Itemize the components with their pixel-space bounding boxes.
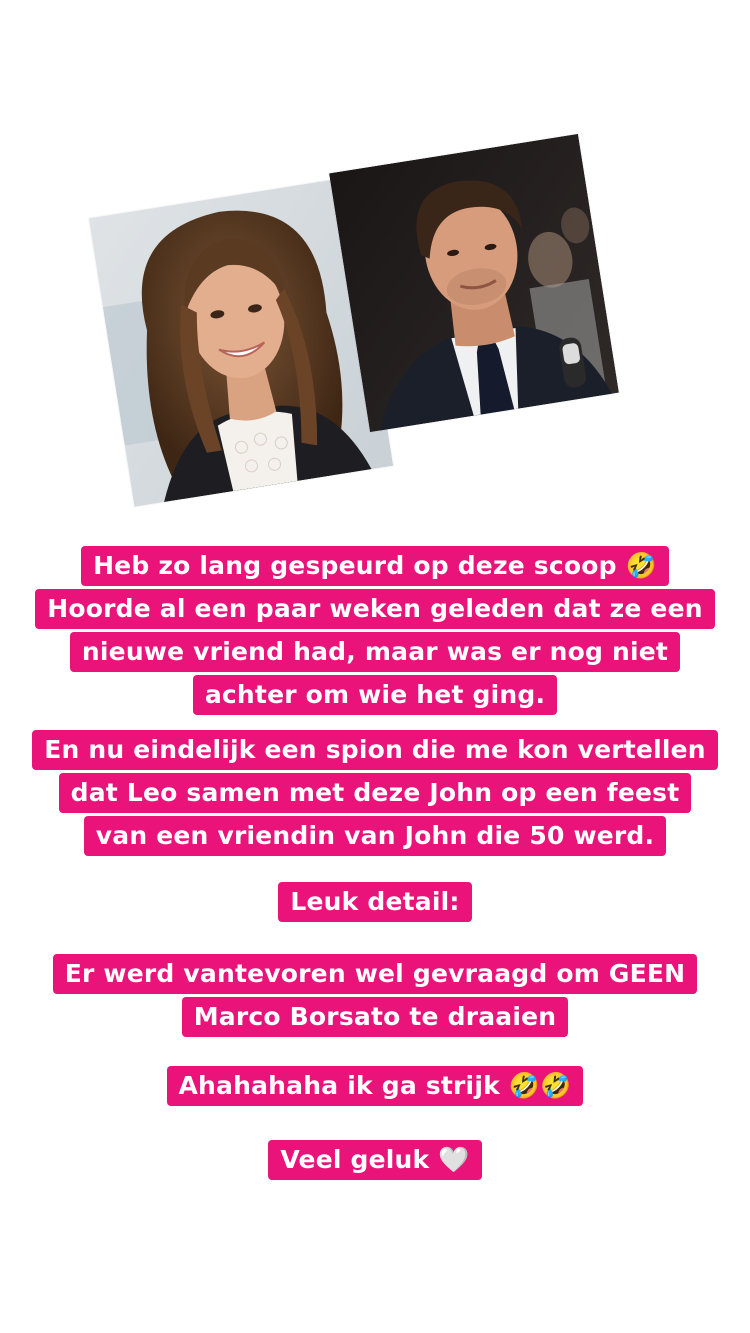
text-line: Hoorde al een paar weken geleden dat ze een	[35, 589, 715, 629]
paragraph-spy	[0, 730, 750, 859]
paragraph-good-luck	[0, 1140, 750, 1183]
text-line: Ahahahaha ik ga strijk 🤣🤣	[167, 1066, 584, 1106]
text-line: Marco Borsato te draaien	[182, 997, 569, 1037]
man-portrait-image	[329, 134, 619, 432]
text-line: Heb zo lang gespeurd op deze scoop 🤣	[81, 546, 669, 586]
text-line: nieuwe vriend had, maar was er nog niet	[70, 632, 680, 672]
paragraph-detail-heading	[0, 882, 750, 925]
text-line: En nu eindelijk een spion die me kon vertellen	[32, 730, 718, 770]
text-line: dat Leo samen met deze John op een feest	[59, 773, 692, 813]
text-line: Veel geluk 🤍	[268, 1140, 481, 1180]
man-portrait-photo	[329, 134, 619, 432]
text-line: achter om wie het ging.	[193, 675, 557, 715]
paragraph-detail	[0, 954, 750, 1040]
text-line: Er werd vantevoren wel gevraagd om GEEN	[53, 954, 698, 994]
text-line: van een vriendin van John die 50 werd.	[84, 816, 666, 856]
paragraph-laugh	[0, 1066, 750, 1109]
text-line: Leuk detail:	[278, 882, 471, 922]
paragraph-scoop	[0, 546, 750, 718]
